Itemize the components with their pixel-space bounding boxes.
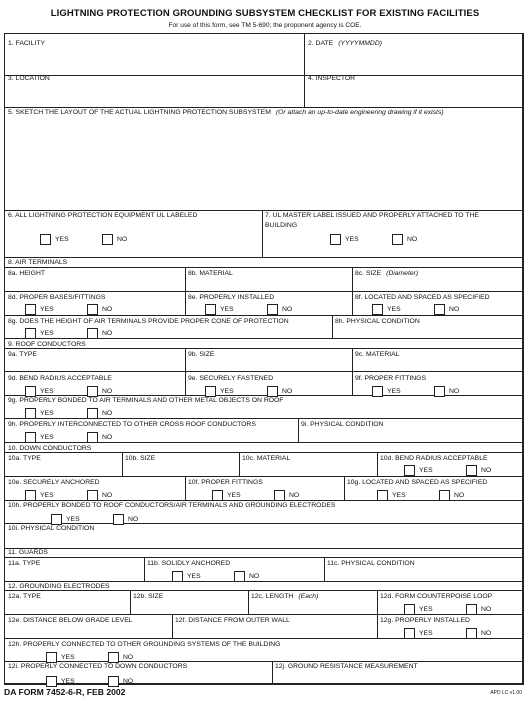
checkbox-f9g-yes[interactable]: [25, 408, 36, 419]
field-label-f10a: [8, 455, 41, 463]
field-label-f8a: [8, 270, 45, 278]
field-label-f11a: [8, 560, 40, 568]
option-label-yes: YES: [66, 516, 80, 523]
option-label-yes: YES: [392, 492, 406, 499]
option-label-yes: YES: [187, 573, 201, 580]
row-divider: [4, 338, 524, 339]
checkbox-f8e-no[interactable]: [267, 304, 278, 315]
field-label-text: 12c. LENGTH: [251, 593, 294, 600]
column-divider: [352, 267, 353, 291]
row-divider: [4, 371, 524, 372]
field-label-text: 10h. PROPERLY BONDED TO ROOF CONDUCTORS/AIR TERMINALS AND GROUNDING ELECTRODES: [8, 502, 336, 509]
option-label-no: NO: [289, 492, 300, 499]
field-label-f11c: [327, 560, 415, 568]
checkbox-f9h-no[interactable]: [87, 432, 98, 443]
option-label-no: NO: [123, 678, 134, 685]
field-label-f11b: [147, 560, 230, 568]
field-label-f10f: [188, 479, 263, 487]
field-label-f10g: [347, 479, 487, 487]
option-label-yes: YES: [40, 434, 54, 441]
field-label-f4: [308, 75, 355, 83]
field-label-text: 12d. FORM COUNTERPOISE LOOP: [380, 593, 493, 600]
column-divider: [185, 291, 186, 315]
checkbox-f9d-no[interactable]: [87, 386, 98, 397]
column-divider: [304, 75, 305, 107]
field-label-f9h: [8, 421, 256, 429]
column-divider: [144, 557, 145, 581]
column-divider: [344, 476, 345, 500]
checkbox-f6-no[interactable]: [102, 234, 113, 245]
field-label-f9d: [8, 375, 112, 383]
row-divider: [4, 661, 524, 662]
checkbox-f10d-yes[interactable]: [404, 465, 415, 476]
option-label-yes: YES: [387, 388, 401, 395]
field-hint: (Diameter): [386, 270, 419, 277]
field-label-f7b: [265, 222, 297, 230]
field-label-text: 9g. PROPERLY BONDED TO AIR TERMINALS AND OTHER METAL OBJECTS ON ROOF: [8, 397, 284, 404]
column-divider: [248, 590, 249, 614]
option-label-yes: YES: [419, 630, 433, 637]
checkbox-f10g-no[interactable]: [439, 490, 450, 501]
field-label-text: 9i. PHYSICAL CONDITION: [301, 421, 384, 428]
field-label-f8b: [188, 270, 233, 278]
checkbox-f10d-no[interactable]: [466, 465, 477, 476]
field-label-text: 10. DOWN CONDUCTORS: [8, 445, 92, 452]
field-label-f10h: [8, 502, 335, 510]
field-label-f1: [8, 40, 45, 48]
option-label-yes: YES: [220, 388, 234, 395]
field-label-f7a: [265, 212, 479, 220]
column-divider: [185, 371, 186, 395]
field-label-text: 10i. PHYSICAL CONDITION: [8, 525, 95, 532]
option-label-no: NO: [481, 630, 492, 637]
field-label-text: 5. SKETCH THE LAYOUT OF THE ACTUAL LIGHTNING PROTECTION SUBSYSTEM: [8, 109, 271, 116]
field-label-text: 12e. DISTANCE BELOW GRADE LEVEL: [8, 617, 133, 624]
field-label-text: 12a. TYPE: [8, 593, 41, 600]
field-label-text: 8a. HEIGHT: [8, 270, 46, 277]
option-label-no: NO: [282, 388, 293, 395]
column-divider: [352, 371, 353, 395]
checkbox-f8g-yes[interactable]: [25, 328, 36, 339]
checkbox-f8f-no[interactable]: [434, 304, 445, 315]
checkbox-f9e-no[interactable]: [267, 386, 278, 397]
option-label-no: NO: [102, 434, 113, 441]
field-label-text: 10a. TYPE: [8, 455, 41, 462]
field-label-f12b: [133, 593, 163, 601]
checkbox-f11b-yes[interactable]: [172, 571, 183, 582]
option-label-yes: YES: [220, 306, 234, 313]
column-divider: [172, 614, 173, 638]
option-label-no: NO: [102, 492, 113, 499]
checkbox-f10f-yes[interactable]: [212, 490, 223, 501]
option-label-no: NO: [102, 410, 113, 417]
checkbox-f6-yes[interactable]: [40, 234, 51, 245]
field-label-text: 12i. PROPERLY CONNECTED TO DOWN CONDUCTORS: [8, 663, 188, 670]
column-divider: [298, 418, 299, 442]
checkbox-f12h-yes[interactable]: [46, 652, 57, 663]
column-divider: [304, 33, 305, 75]
field-label-text: 10f. PROPER FITTINGS: [188, 479, 263, 486]
column-divider: [272, 661, 273, 685]
column-divider: [185, 267, 186, 291]
option-label-yes: YES: [40, 410, 54, 417]
checkbox-f7-no[interactable]: [392, 234, 403, 245]
field-label-f9g: [8, 397, 283, 405]
field-label-f12g: [380, 617, 470, 625]
field-label-text: 8g. DOES THE HEIGHT OF AIR TERMINALS PROVIDE PROPER CONE OF PROTECTION: [8, 318, 289, 325]
field-label-f9e: [188, 375, 273, 383]
checkbox-f11b-no[interactable]: [234, 571, 245, 582]
row-divider: [4, 476, 524, 477]
column-divider: [324, 557, 325, 581]
field-label-text: 10g. LOCATED AND SPACED AS SPECIFIED: [347, 479, 488, 486]
field-label-text: 8e. PROPERLY INSTALLED: [188, 294, 275, 301]
field-label-f8f: [355, 294, 490, 302]
form-title: LIGHTNING PROTECTION GROUNDING SUBSYSTEM CHECKLIST FOR EXISTING FACILITIES: [50, 8, 480, 19]
field-label-f12d: [380, 593, 492, 601]
checkbox-f10f-no[interactable]: [274, 490, 285, 501]
checkbox-f12d-yes[interactable]: [404, 604, 415, 615]
row-divider: [4, 557, 524, 558]
option-label-yes: YES: [419, 606, 433, 613]
field-label-text: 3. LOCATION: [8, 75, 50, 82]
column-divider: [130, 590, 131, 614]
field-label-f10: [8, 445, 91, 453]
field-label-text: 9a. TYPE: [8, 351, 37, 358]
field-label-text: 12. GROUNDING ELECTRODES: [8, 583, 110, 590]
field-label-f10d: [380, 455, 488, 463]
field-label-f8d: [8, 294, 105, 302]
checkbox-f8e-yes[interactable]: [205, 304, 216, 315]
option-label-no: NO: [102, 330, 113, 337]
field-label-text: 8. AIR TERMINALS: [8, 259, 68, 266]
field-hint: (YYYYMMDD): [338, 40, 382, 47]
checkbox-f9f-no[interactable]: [434, 386, 445, 397]
field-label-text: 10b. SIZE: [125, 455, 156, 462]
option-label-yes: YES: [387, 306, 401, 313]
field-label-text: 1. FACILITY: [8, 40, 46, 47]
form-subtitle: For use of this form, see TM 5-690; the proponent agency is COE.: [168, 22, 362, 29]
option-label-yes: YES: [40, 492, 54, 499]
field-label-f10i: [8, 525, 94, 533]
option-label-no: NO: [454, 492, 465, 499]
field-label-text: 4. INSPECTOR: [308, 75, 356, 82]
row-divider: [4, 638, 524, 639]
column-divider: [352, 291, 353, 315]
field-label-f12e: [8, 617, 133, 625]
option-label-no: NO: [449, 306, 460, 313]
field-label-f6: [8, 212, 197, 220]
option-label-no: NO: [249, 573, 260, 580]
option-label-no: NO: [282, 306, 293, 313]
column-divider: [239, 452, 240, 476]
row-divider: [4, 291, 524, 292]
field-label-f10b: [125, 455, 155, 463]
checkbox-f9f-yes[interactable]: [372, 386, 383, 397]
field-label-f9i: [301, 421, 383, 429]
field-label-text: 10e. SECURELY ANCHORED: [8, 479, 100, 486]
checkbox-f12h-no[interactable]: [108, 652, 119, 663]
row-divider: [4, 523, 524, 524]
option-label-yes: YES: [40, 330, 54, 337]
checkbox-f10h-no[interactable]: [113, 514, 124, 525]
column-divider: [185, 476, 186, 500]
field-label-f10e: [8, 479, 100, 487]
field-label-text: 8h. PHYSICAL CONDITION: [335, 318, 420, 325]
checklist-form: [4, 0, 526, 704]
field-label-f3: [8, 75, 50, 83]
field-label-text: 12h. PROPERLY CONNECTED TO OTHER GROUNDING SYSTEMS OF THE BUILDING: [8, 641, 281, 648]
field-label-f9a: [8, 351, 37, 359]
option-label-no: NO: [102, 388, 113, 395]
option-label-yes: YES: [345, 236, 359, 243]
option-label-yes: YES: [40, 306, 54, 313]
field-label-f10c: [242, 455, 290, 463]
row-divider: [4, 395, 524, 396]
option-label-no: NO: [117, 236, 128, 243]
field-label-f8h: [335, 318, 420, 326]
field-label-f12f: [175, 617, 290, 625]
field-label-text: 12g. PROPERLY INSTALLED: [380, 617, 470, 624]
column-divider: [377, 590, 378, 614]
field-label-text: 8c. SIZE: [355, 270, 382, 277]
checkbox-f9g-no[interactable]: [87, 408, 98, 419]
field-label-text: 12b. SIZE: [133, 593, 164, 600]
column-divider: [122, 452, 123, 476]
checkbox-f8d-no[interactable]: [87, 304, 98, 315]
version-label: APD LC v1.00: [490, 690, 522, 696]
field-label-f8c: [355, 270, 418, 278]
field-label-text: 9e. SECURELY FASTENED: [188, 375, 274, 382]
checkbox-f10h-yes[interactable]: [51, 514, 62, 525]
row-divider: [4, 418, 524, 419]
checkbox-f12i-yes[interactable]: [46, 676, 57, 687]
field-label-text: 11c. PHYSICAL CONDITION: [327, 560, 415, 567]
field-label-text: 11a. TYPE: [8, 560, 41, 567]
row-divider: [4, 267, 524, 268]
field-label-f9b: [188, 351, 214, 359]
checkbox-f9d-yes[interactable]: [25, 386, 36, 397]
field-label-f11: [8, 549, 48, 557]
field-label-text: 9c. MATERIAL: [355, 351, 400, 358]
row-divider: [4, 581, 524, 582]
field-label-f8: [8, 259, 67, 267]
checkbox-f9e-yes[interactable]: [205, 386, 216, 397]
field-label-text: 10d. BEND RADIUS ACCEPTABLE: [380, 455, 488, 462]
option-label-yes: YES: [227, 492, 241, 499]
checkbox-f10g-yes[interactable]: [377, 490, 388, 501]
column-divider: [377, 614, 378, 638]
field-label-f9c: [355, 351, 399, 359]
option-label-no: NO: [407, 236, 418, 243]
field-label-f12j: [275, 663, 418, 671]
field-label-text: BUILDING: [265, 222, 298, 229]
field-label-text: 8d. PROPER BASES/FITTINGS: [8, 294, 106, 301]
option-label-no: NO: [481, 606, 492, 613]
option-label-no: NO: [123, 654, 134, 661]
column-divider: [352, 348, 353, 371]
field-label-text: 9d. BEND RADIUS ACCEPTABLE: [8, 375, 112, 382]
checkbox-f8f-yes[interactable]: [372, 304, 383, 315]
row-divider: [4, 107, 524, 108]
field-label-text: 11. GUARDS: [8, 549, 48, 556]
checkbox-f12g-yes[interactable]: [404, 628, 415, 639]
row-divider: [4, 315, 524, 316]
option-label-yes: YES: [61, 654, 75, 661]
field-hint: (Each): [298, 593, 319, 600]
column-divider: [185, 348, 186, 371]
field-label-f8e: [188, 294, 274, 302]
column-divider: [377, 452, 378, 476]
field-label-text: 9h. PROPERLY INTERCONNECTED TO OTHER CROSS ROOF CONDUCTORS: [8, 421, 256, 428]
column-divider: [262, 210, 263, 257]
field-label-text: 9f. PROPER FITTINGS: [355, 375, 426, 382]
field-label-text: 11b. SOLIDLY ANCHORED: [147, 560, 231, 567]
row-divider: [4, 75, 524, 76]
form-number: DA FORM 7452-6-R, FEB 2002: [4, 687, 126, 697]
checkbox-f8d-yes[interactable]: [25, 304, 36, 315]
checkbox-f12g-no[interactable]: [466, 628, 477, 639]
field-label-f12i: [8, 663, 187, 671]
checkbox-f10e-yes[interactable]: [25, 490, 36, 501]
field-label-f12: [8, 583, 110, 591]
option-label-yes: YES: [61, 678, 75, 685]
option-label-yes: YES: [40, 388, 54, 395]
field-label-f8g: [8, 318, 289, 326]
field-label-f5: [8, 109, 444, 117]
checkbox-f12d-no[interactable]: [466, 604, 477, 615]
option-label-no: NO: [128, 516, 139, 523]
field-label-text: 7. UL MASTER LABEL ISSUED AND PROPERLY ATTACHED TO THE: [265, 212, 479, 219]
checkbox-f10e-no[interactable]: [87, 490, 98, 501]
option-label-yes: YES: [55, 236, 69, 243]
field-label-text: 12f. DISTANCE FROM OUTER WALL: [175, 617, 290, 624]
row-divider: [4, 548, 524, 549]
option-label-no: NO: [102, 306, 113, 313]
row-divider: [4, 442, 524, 443]
row-divider: [4, 210, 524, 211]
field-label-f12a: [8, 593, 41, 601]
checkbox-f9h-yes[interactable]: [25, 432, 36, 443]
checkbox-f7-yes[interactable]: [330, 234, 341, 245]
checkbox-f8g-no[interactable]: [87, 328, 98, 339]
option-label-no: NO: [449, 388, 460, 395]
row-divider: [4, 257, 524, 258]
field-hint: (Or attach an up-to-date engineering drawing if it exists): [275, 109, 444, 116]
column-divider: [332, 315, 333, 338]
field-label-f9: [8, 341, 86, 349]
option-label-yes: YES: [419, 467, 433, 474]
field-label-f9f: [355, 375, 426, 383]
field-label-text: 2. DATE: [308, 40, 334, 47]
field-label-text: 9b. SIZE: [188, 351, 215, 358]
field-label-text: 8f. LOCATED AND SPACED AS SPECIFIED: [355, 294, 490, 301]
field-label-f2: [308, 40, 382, 48]
field-label-f12c: [251, 593, 318, 601]
field-label-text: 12j. GROUND RESISTANCE MEASUREMENT: [275, 663, 418, 670]
field-label-f12h: [8, 641, 280, 649]
row-divider: [4, 614, 524, 615]
option-label-no: NO: [481, 467, 492, 474]
field-label-text: 6. ALL LIGHTNING PROTECTION EQUIPMENT UL LABELED: [8, 212, 198, 219]
checkbox-f12i-no[interactable]: [108, 676, 119, 687]
field-label-text: 10c. MATERIAL: [242, 455, 291, 462]
field-label-text: 9. ROOF CONDUCTORS: [8, 341, 86, 348]
field-label-text: 8b. MATERIAL: [188, 270, 233, 277]
